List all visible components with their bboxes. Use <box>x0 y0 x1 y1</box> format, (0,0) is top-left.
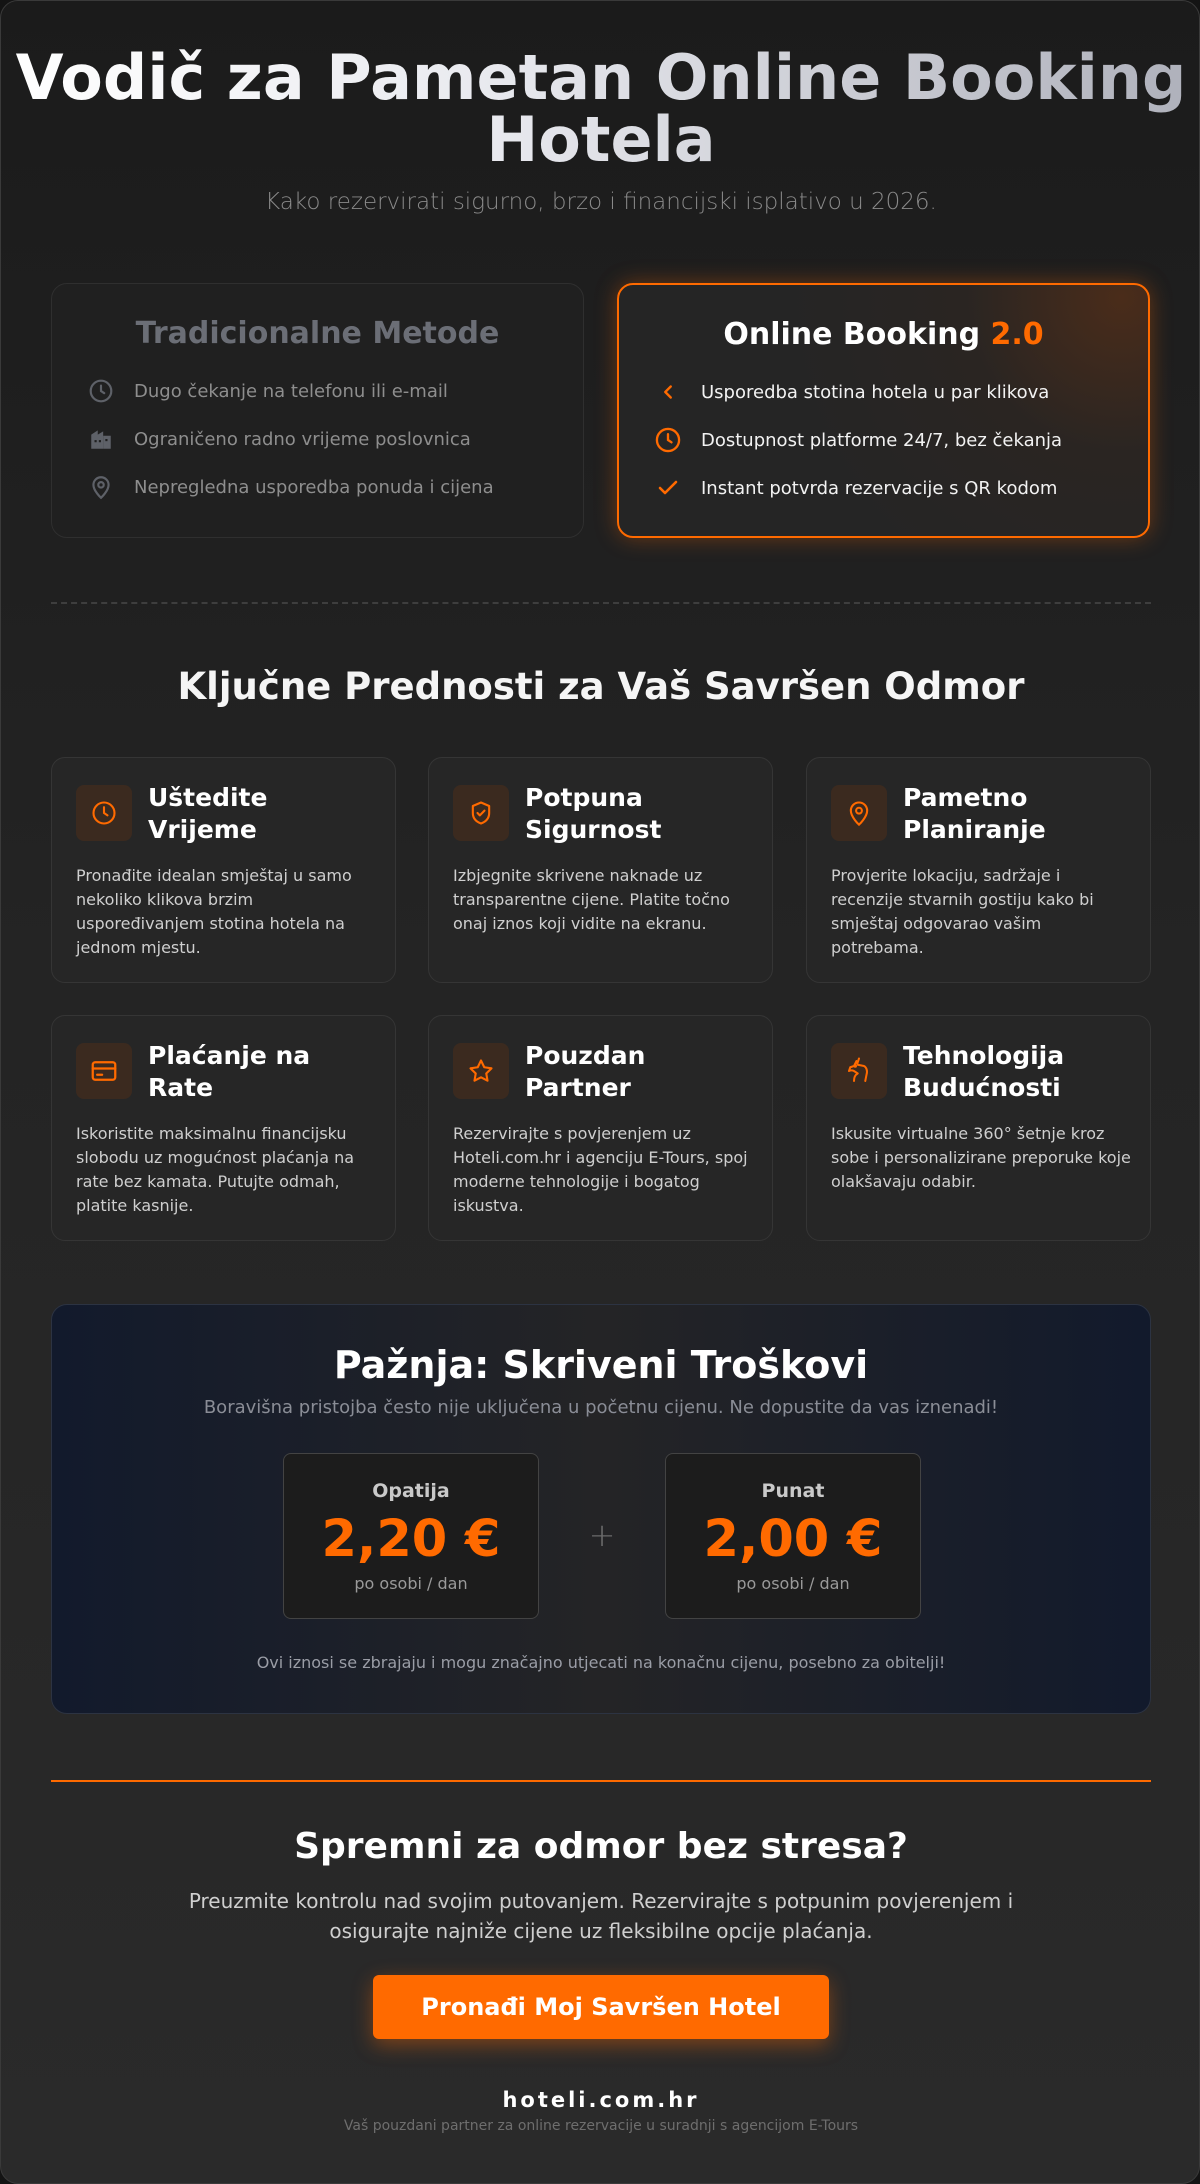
benefit-card-text: Provjerite lokaciju, sadržaje i recenzije stvarnih gostiju kako bi smještaj odgovarao vašim potrebama. <box>831 866 1094 957</box>
plus-sign: + <box>588 1516 616 1554</box>
cta-text: Preuzmite kontrolu nad svojim putovanjem. Rezervirajte s potpunim povjerenjem i osigurajte najniže cijene uz fleksibilne opcije plaćanja. <box>188 1889 1014 1943</box>
benefit-card-text: Iskoristite maksimalnu financijsku slobodu uz mogućnost plaćanja na rate bez kamata. Putujte odmah, platite kasnije. <box>76 1124 355 1215</box>
tax-price-box <box>283 1453 539 1619</box>
online-item <box>653 377 1049 407</box>
benefit-card <box>806 1015 1151 1241</box>
clock-icon <box>76 785 132 841</box>
benefit-card-text: Pronađite idealan smještaj u samo nekoliko klikova brzim uspoređivanjem stotina hotela na jednom mjestu. <box>76 866 352 957</box>
online-item-text: Usporedba stotina hotela u par klikova <box>701 381 1050 403</box>
benefit-card <box>428 757 773 983</box>
footer-note: Vaš pouzdani partner za online rezervacije u suradnji s agencijom E-Tours <box>343 2118 859 2134</box>
page-title: Vodič za Pametan Online Booking Hotela <box>1 47 1200 171</box>
benefit-card <box>806 757 1151 983</box>
benefit-card-text: Rezervirajte s povjerenjem uz Hoteli.com.hr i agenciju E-Tours, spoj moderne tehnologije i bogatog iskustva. <box>453 1124 748 1215</box>
benefit-card-title: Pametno Planiranje <box>903 783 1046 844</box>
tax-price: 2,00 € <box>703 1510 883 1569</box>
benefit-card <box>51 757 396 983</box>
star-icon <box>453 1043 509 1099</box>
benefit-card-title: Pouzdan Partner <box>525 1041 646 1102</box>
page-subtitle: Kako rezervirati sigurno, brzo i financijski isplativo u 2026. <box>265 189 937 215</box>
online-item-text: Instant potvrda rezervacije s QR kodom <box>701 477 1058 499</box>
cta-divider <box>51 1780 1151 1782</box>
check-icon <box>653 473 683 503</box>
credit-card-icon <box>76 1043 132 1099</box>
tax-price-box <box>665 1453 921 1619</box>
footer-brand: hoteli.com.hr <box>502 2088 700 2112</box>
shield-check-icon <box>453 785 509 841</box>
online-item-text: Dostupnost platforme 24/7, bez čekanja <box>701 429 1063 451</box>
benefits-title: Ključne Prednosti za Vaš Savršen Odmor <box>177 665 1025 708</box>
traditional-item-text: Ograničeno radno vrijeme poslovnica <box>134 428 471 450</box>
clock-icon <box>86 376 116 406</box>
benefit-card-title: Plaćanje na Rate <box>148 1041 311 1102</box>
tax-unit: po osobi / dan <box>354 1574 468 1593</box>
benefit-card-title: Potpuna Sigurnost <box>525 783 662 844</box>
hidden-costs-note: Ovi iznosi se zbrajaju i mogu značajno utjecati na konačnu cijenu, posebno za obitelji! <box>256 1653 946 1672</box>
traditional-item <box>86 376 448 406</box>
benefit-card-title: Tehnologija Budućnosti <box>903 1041 1065 1102</box>
online-booking-card <box>617 283 1150 538</box>
traditional-item <box>86 472 494 502</box>
clock-icon <box>653 425 683 455</box>
traditional-item-text: Dugo čekanje na telefonu ili e-mail <box>134 380 448 402</box>
map-pin-icon <box>86 472 116 502</box>
section-divider <box>51 602 1151 604</box>
building-icon <box>86 424 116 454</box>
online-item <box>653 473 1057 503</box>
traditional-item-text: Nepregledna usporedba ponuda i cijena <box>134 476 494 498</box>
hidden-costs-subtitle: Boravišna pristojba često nije uključena u početnu cijenu. Ne dopustite da vas iznenadi! <box>203 1397 999 1418</box>
cta-title: Spremni za odmor bez stresa? <box>294 1826 908 1867</box>
hidden-costs-panel <box>51 1304 1151 1714</box>
online-booking-title-accent: 2.0 <box>990 317 1044 352</box>
tax-price: 2,20 € <box>321 1510 501 1569</box>
traditional-item <box>86 424 471 454</box>
chevron-left-icon <box>653 377 683 407</box>
online-booking-title-main: Online Booking <box>723 317 981 352</box>
traditional-methods-title: Tradicionalne Metode <box>135 316 500 351</box>
tax-unit: po osobi / dan <box>736 1574 850 1593</box>
traditional-methods-card <box>51 283 584 538</box>
benefit-card-text: Iskusite virtualne 360° šetnje kroz sobe i personalizirane preporuke koje olakšavaju odabir. <box>831 1124 1131 1191</box>
online-booking-title <box>619 317 1148 352</box>
benefit-card <box>428 1015 773 1241</box>
hidden-costs-title: Pažnja: Skriveni Troškovi <box>333 1343 869 1387</box>
unicorn-icon <box>831 1043 887 1099</box>
benefit-card-title: Uštedite Vrijeme <box>148 783 268 844</box>
benefit-card <box>51 1015 396 1241</box>
benefit-card-text: Izbjegnite skrivene naknade uz transparentne cijene. Platite točno onaj iznos koji vidite na ekranu. <box>453 866 730 933</box>
online-item <box>653 425 1062 455</box>
tax-city: Punat <box>761 1480 825 1502</box>
map-pin-icon <box>831 785 887 841</box>
tax-city: Opatija <box>372 1480 450 1502</box>
find-hotel-button[interactable]: Pronađi Moj Savršen Hotel <box>373 1975 829 2039</box>
